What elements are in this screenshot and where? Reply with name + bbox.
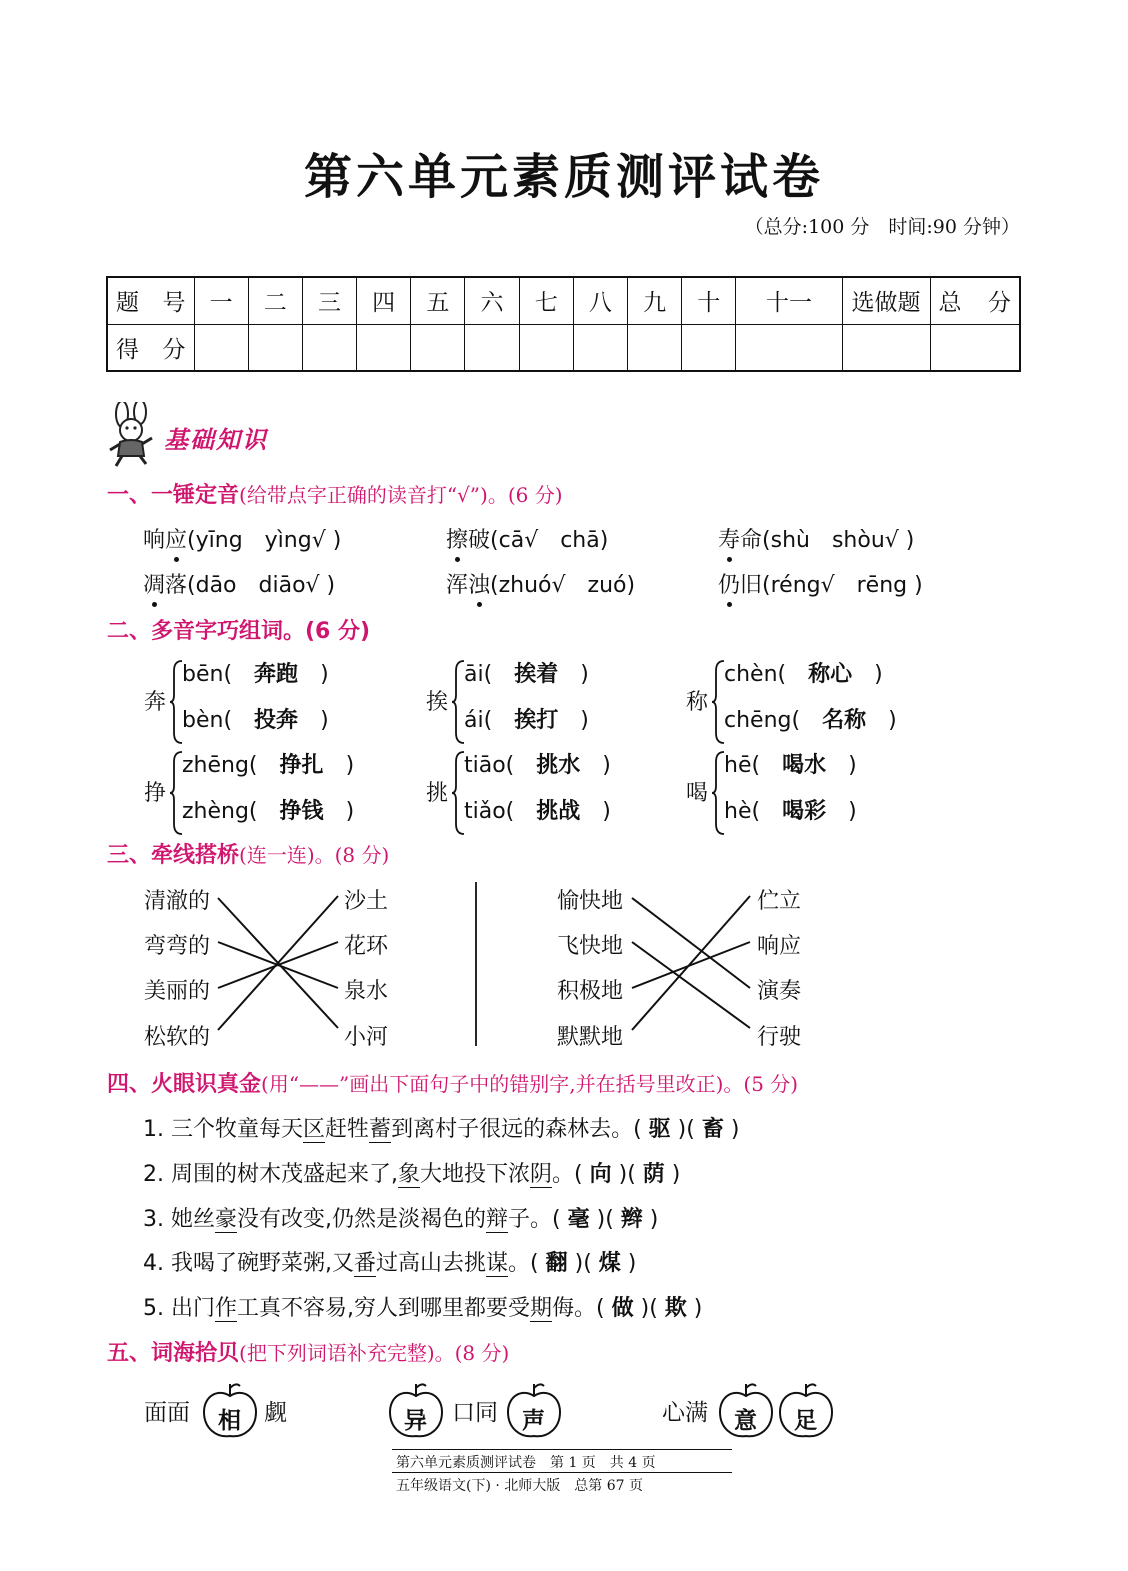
table-header-cell: 总 分 xyxy=(930,277,1020,324)
section-banner: 基础知识 xyxy=(164,426,268,454)
table-header-cell: 十 xyxy=(682,277,736,324)
polyphone-line: ái( 挨打 ) xyxy=(464,708,589,733)
answer: 喝水 xyxy=(782,753,827,778)
polyphone-line: tiāo( 挑水 ) xyxy=(464,753,611,778)
section-1-instruction: (给带点字正确的读音打“√”)。(6 分) xyxy=(239,483,563,507)
answer: 奔跑 xyxy=(254,662,299,687)
matching-lines xyxy=(0,870,1128,1055)
score-cell[interactable] xyxy=(302,324,356,371)
match-right-word[interactable]: 沙土 xyxy=(344,889,389,914)
table-row xyxy=(107,277,1020,324)
polyphone-char: 喝 xyxy=(686,781,709,806)
text: 赶牲 xyxy=(325,1117,370,1142)
apple-blank[interactable] xyxy=(504,1380,564,1440)
pinyin-options: (réng√ rēng ) xyxy=(762,573,923,598)
polyphone-line: hè( 喝彩 ) xyxy=(724,799,857,824)
word-char: 响 xyxy=(143,528,166,553)
word-char: 浑 xyxy=(446,573,469,598)
wrong-char: 番 xyxy=(354,1251,377,1276)
table-header-cell: 二 xyxy=(248,277,302,324)
match-left-word[interactable]: 弯弯的 xyxy=(144,934,211,959)
pinyin-options: (zhuó√ zuó) xyxy=(490,573,636,598)
score-cell[interactable] xyxy=(628,324,682,371)
table-header-cell: 五 xyxy=(411,277,465,324)
rabbit-mascot-icon xyxy=(104,402,160,468)
pinyin-options: (dāo diāo√ ) xyxy=(187,573,336,598)
table-header-cell: 选做题 xyxy=(842,277,930,324)
item-number: 5. xyxy=(143,1296,164,1321)
answer: 做 xyxy=(611,1296,634,1321)
correction-sentence: 4. 我喝了碗野菜粥,又番过高山去挑谋。( 翻 )( 煤 ) xyxy=(143,1251,637,1276)
pinyin-item xyxy=(143,568,335,599)
footer-divider xyxy=(392,1472,732,1473)
answer: 声 xyxy=(522,1408,545,1434)
score-cell[interactable] xyxy=(736,324,842,371)
polyphone-line: chēng( 名称 ) xyxy=(724,708,897,733)
section-3-heading xyxy=(107,838,389,869)
pinyin-item xyxy=(718,568,923,599)
polyphone-line: chèn( 称心 ) xyxy=(724,662,883,687)
idiom-suffix: 觑 xyxy=(264,1400,287,1426)
answer: 欺 xyxy=(664,1296,687,1321)
dotted-char: 凋 xyxy=(143,568,165,599)
polyphone-line: hē( 喝水 ) xyxy=(724,753,857,778)
pinyin: tiǎo( xyxy=(464,799,515,824)
item-number: 4. xyxy=(143,1251,164,1276)
text: 侮。( xyxy=(552,1296,612,1321)
table-header-cell: 七 xyxy=(519,277,573,324)
score-cell[interactable] xyxy=(465,324,519,371)
answer: 喝彩 xyxy=(782,799,827,824)
text: 她丝 xyxy=(171,1207,216,1232)
text: 工真不容易,穷人到哪里都要受 xyxy=(237,1296,531,1321)
score-cell[interactable] xyxy=(930,324,1020,371)
pinyin: chēng( xyxy=(724,708,801,733)
table-header-cell: 六 xyxy=(465,277,519,324)
wrong-char: 蓄 xyxy=(369,1117,392,1142)
footer-divider xyxy=(392,1449,732,1450)
match-left-word[interactable]: 清澈的 xyxy=(144,889,211,914)
polyphone-line: bèn( 投奔 ) xyxy=(182,708,329,733)
footer-page-info: 第六单元素质测评试卷 第 1 页 共 4 页 xyxy=(396,1455,656,1471)
pinyin: ái( xyxy=(464,708,493,733)
section-3-title: 三、牵线搭桥 xyxy=(107,843,240,868)
table-row-label: 得 分 xyxy=(107,324,194,371)
pinyin: zhèng( xyxy=(182,799,258,824)
page-title: 第六单元素质测评试卷 xyxy=(303,149,824,205)
polyphone-char: 称 xyxy=(686,690,709,715)
footer-book-info: 五年级语文(下) · 北师大版 总第 67 页 xyxy=(396,1478,643,1494)
polyphone-group xyxy=(426,657,656,747)
text: 过高山去挑 xyxy=(376,1251,487,1276)
answer: 翻 xyxy=(545,1251,568,1276)
answer: 足 xyxy=(794,1408,817,1434)
match-left-word[interactable]: 积极地 xyxy=(557,979,624,1004)
score-cell[interactable] xyxy=(194,324,248,371)
polyphone-group xyxy=(686,657,946,747)
answer: 挑战 xyxy=(536,799,581,824)
answer: 名称 xyxy=(822,708,867,733)
score-cell[interactable] xyxy=(682,324,736,371)
polyphone-line: bēn( 奔跑 ) xyxy=(182,662,329,687)
wrong-char: 期 xyxy=(530,1296,553,1321)
pinyin: zhēng( xyxy=(182,753,258,778)
text: 到离村子很远的森林去。( xyxy=(391,1117,649,1142)
answer: 驱 xyxy=(648,1117,671,1142)
wrong-char: 辩 xyxy=(486,1207,509,1232)
idiom-prefix: 面面 xyxy=(144,1400,190,1426)
score-cell[interactable] xyxy=(411,324,465,371)
match-right-word[interactable]: 小河 xyxy=(344,1025,389,1050)
pinyin-options: (yīng yìng√ ) xyxy=(187,528,342,553)
table-header-cell: 八 xyxy=(573,277,627,324)
answer: 挨着 xyxy=(514,662,559,687)
wrong-char: 象 xyxy=(398,1162,421,1187)
match-right-word[interactable]: 行驶 xyxy=(757,1025,802,1050)
polyphone-group xyxy=(144,748,394,838)
pinyin: hè( xyxy=(724,799,761,824)
answer: 相 xyxy=(218,1408,241,1434)
section-4-title: 四、火眼识真金 xyxy=(107,1072,262,1097)
section-4-instruction: (用“——”画出下面句子中的错别字,并在括号里改正)。(5 分) xyxy=(261,1072,799,1096)
pinyin: bēn( xyxy=(182,662,233,687)
dotted-char: 仍 xyxy=(718,568,740,599)
text: 子。( xyxy=(508,1207,568,1232)
correction-sentence: 5. 出门作工真不容易,穷人到哪里都要受期侮。( 做 )( 欺 ) xyxy=(143,1296,703,1321)
pinyin-options: (cā√ chā) xyxy=(490,528,609,553)
correction-sentence: 2. 周围的树木茂盛起来了,象大地投下浓阴。( 向 )( 荫 ) xyxy=(143,1162,681,1187)
section-5-instruction: (把下列词语补充完整)。(8 分) xyxy=(239,1341,510,1365)
answer: 投奔 xyxy=(254,708,299,733)
wrong-char: 豪 xyxy=(215,1207,238,1232)
answer: 畜 xyxy=(701,1117,724,1142)
text: 我喝了碗野菜粥,又 xyxy=(171,1251,354,1276)
dotted-char: 擦 xyxy=(446,523,468,554)
text: 没有改变,仍然是淡褐色的 xyxy=(237,1207,487,1232)
table-header-cell: 四 xyxy=(357,277,411,324)
table-header-cell: 九 xyxy=(628,277,682,324)
section-1-heading xyxy=(107,478,563,509)
correction-sentence: 1. 三个牧童每天区赶牲蓄到离村子很远的森林去。( 驱 )( 畜 ) xyxy=(143,1117,740,1142)
match-right-word[interactable]: 响应 xyxy=(757,934,802,959)
section-2-heading: 二、多音字巧组词。(6 分) xyxy=(107,619,371,644)
match-left-word[interactable]: 松软的 xyxy=(144,1025,211,1050)
dotted-char: 应 xyxy=(165,523,187,554)
apple-blank[interactable] xyxy=(716,1380,776,1440)
polyphone-char: 挑 xyxy=(426,781,449,806)
text: 三个牧童每天 xyxy=(171,1117,304,1142)
text: 。( xyxy=(552,1162,590,1187)
pinyin-item xyxy=(446,523,608,554)
answer: 煤 xyxy=(598,1251,621,1276)
word-char: 旧 xyxy=(740,573,763,598)
match-right-word[interactable]: 伫立 xyxy=(757,889,802,914)
match-right-word[interactable]: 泉水 xyxy=(344,979,389,1004)
answer: 辫 xyxy=(620,1207,643,1232)
section-5-title: 五、词海拾贝 xyxy=(107,1341,240,1366)
polyphone-line: zhèng( 挣钱 ) xyxy=(182,799,355,824)
text: 周围的树木茂盛起来了, xyxy=(171,1162,398,1187)
table-header-cell: 十一 xyxy=(736,277,842,324)
section-1-title: 一、一锤定音 xyxy=(107,483,240,508)
section-3-instruction: (连一连)。(8 分) xyxy=(239,843,390,867)
table-header-cell: 三 xyxy=(302,277,356,324)
answer: 向 xyxy=(589,1162,612,1187)
wrong-char: 区 xyxy=(303,1117,326,1142)
section-5-heading xyxy=(107,1336,509,1367)
match-line xyxy=(632,896,750,1030)
table-header-cell: 一 xyxy=(194,277,248,324)
answer: 挑水 xyxy=(536,753,581,778)
item-number: 3. xyxy=(143,1207,164,1232)
pinyin: chèn( xyxy=(724,662,787,687)
pinyin: hē( xyxy=(724,753,761,778)
table-row-label: 题 号 xyxy=(107,277,194,324)
item-number: 2. xyxy=(143,1162,164,1187)
wrong-char: 谋 xyxy=(486,1251,509,1276)
idiom-middle: 口同 xyxy=(452,1400,498,1426)
text: 大地投下浓 xyxy=(420,1162,531,1187)
dotted-char: 寿 xyxy=(718,523,740,554)
score-cell[interactable] xyxy=(519,324,573,371)
match-right-word[interactable]: 花环 xyxy=(344,934,389,959)
pinyin: bèn( xyxy=(182,708,233,733)
polyphone-line: tiǎo( 挑战 ) xyxy=(464,799,611,824)
section-4-heading xyxy=(107,1067,798,1098)
pinyin: tiāo( xyxy=(464,753,515,778)
answer: 挣钱 xyxy=(279,799,324,824)
exam-meta: （总分:100 分 时间:90 分钟） xyxy=(744,216,1020,238)
polyphone-group xyxy=(686,748,916,838)
text: 出门 xyxy=(171,1296,216,1321)
answer: 意 xyxy=(734,1408,757,1434)
polyphone-char: 奔 xyxy=(144,690,167,715)
pinyin-item xyxy=(143,523,341,554)
match-left-word[interactable]: 飞快地 xyxy=(557,934,624,959)
wrong-char: 作 xyxy=(215,1296,238,1321)
dotted-char: 浊 xyxy=(468,568,490,599)
pinyin: āi( xyxy=(464,662,493,687)
polyphone-group xyxy=(426,748,656,838)
apple-blank[interactable] xyxy=(386,1380,446,1440)
match-line xyxy=(632,898,750,988)
wrong-char: 阴 xyxy=(530,1162,553,1187)
polyphone-line: zhēng( 挣扎 ) xyxy=(182,753,355,778)
word-char: 破 xyxy=(468,528,491,553)
answer: 荫 xyxy=(642,1162,665,1187)
score-cell[interactable] xyxy=(248,324,302,371)
polyphone-line: āi( 挨着 ) xyxy=(464,662,589,687)
answer: 挣扎 xyxy=(279,753,324,778)
answer: 毫 xyxy=(567,1207,590,1232)
polyphone-group xyxy=(144,657,374,747)
score-cell[interactable] xyxy=(842,324,930,371)
apple-blank[interactable] xyxy=(200,1380,260,1440)
pinyin-item xyxy=(718,523,914,554)
match-left-word[interactable]: 美丽的 xyxy=(144,979,211,1004)
score-table xyxy=(106,276,1021,372)
text: 。( xyxy=(508,1251,546,1276)
pinyin-item xyxy=(446,568,635,599)
apple-blank[interactable] xyxy=(776,1380,836,1440)
answer: 挨打 xyxy=(514,708,559,733)
match-line xyxy=(632,942,750,1028)
idiom-prefix: 心满 xyxy=(662,1400,708,1426)
match-right-word[interactable]: 演奏 xyxy=(757,979,802,1004)
answer: 异 xyxy=(404,1408,427,1434)
answer: 称心 xyxy=(808,662,853,687)
score-cell[interactable] xyxy=(357,324,411,371)
score-cell[interactable] xyxy=(573,324,627,371)
pinyin-options: (shù shòu√ ) xyxy=(762,528,915,553)
item-number: 1. xyxy=(143,1117,164,1142)
match-left-word[interactable]: 默默地 xyxy=(557,1025,624,1050)
correction-sentence: 3. 她丝豪没有改变,仍然是淡褐色的辩子。( 毫 )( 辫 ) xyxy=(143,1207,659,1232)
word-char: 命 xyxy=(740,528,763,553)
table-row xyxy=(107,324,1020,371)
match-line xyxy=(632,942,750,988)
word-char: 落 xyxy=(165,573,188,598)
match-left-word[interactable]: 愉快地 xyxy=(557,889,624,914)
polyphone-char: 挨 xyxy=(426,690,449,715)
polyphone-char: 挣 xyxy=(144,781,167,806)
